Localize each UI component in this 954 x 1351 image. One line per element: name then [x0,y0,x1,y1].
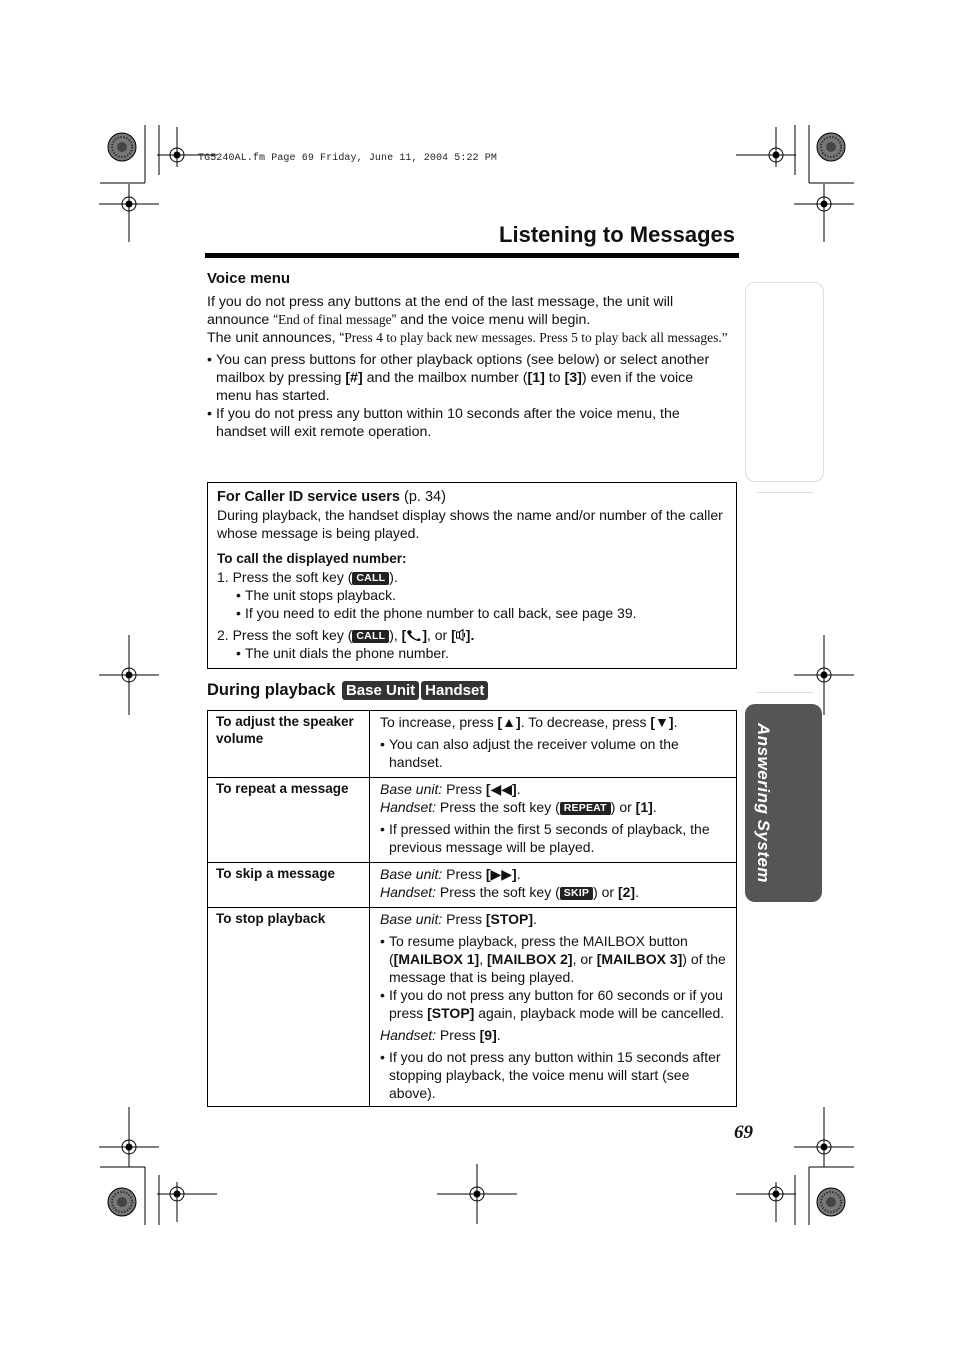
text: . [673,714,678,730]
text: 1. Press the soft key ( [217,569,353,585]
side-divider [756,692,813,693]
playback-table [207,710,737,1107]
key-label: [1] [635,799,653,815]
key-label: [MAILBOX 2] [487,951,573,967]
text: . [516,866,521,882]
bracket: [ [401,627,407,643]
base-unit-label: Base unit: [380,911,443,927]
heading-text: During playback [207,681,336,699]
text: The unit announces, “ [207,330,345,346]
text: . [516,781,521,797]
text: , or [426,627,452,643]
stop-key: [STOP] [485,911,534,927]
text: Press [442,781,486,797]
text: . [496,1027,501,1043]
announcement-quote: Press 4 to play back new messages. Press 5 to play back all messages. [344,330,722,345]
text: ). [389,569,398,585]
title-rule [205,253,739,258]
voice-menu-p2 [207,329,729,347]
handset-label: Handset: [380,884,437,900]
text: ) of the message that is being played. [389,951,726,985]
table-row [208,711,737,778]
color-wheel-icon [108,133,136,161]
handset-label: Handset: [380,799,437,815]
color-wheel-icon [817,1188,845,1216]
call-softkey: CALL [352,572,389,585]
caller-id-box [207,482,737,669]
text: . [652,799,657,815]
text: ” and the voice menu will begin. [391,312,591,328]
key-label: [2] [617,884,636,900]
line [380,713,727,731]
row-label: To skip a message [208,863,370,908]
voice-menu-heading: Voice menu [207,270,291,287]
file-header: TG5240AL.fm Page 69 Friday, June 11, 2004 5:22 PM [198,153,497,164]
text: If you do not press any button for 60 seconds or if you press [389,987,723,1021]
base-unit-label: Base unit: [380,866,443,882]
rewind-key: [◀◀] [485,781,517,797]
text: 2. Press the soft key ( [217,627,353,643]
base-unit-tag: Base Unit [342,681,419,700]
bracket: [ [451,627,456,643]
text: again, playback mode will be cancelled. [474,1005,725,1021]
up-key: [▲] [497,714,521,730]
line [380,1026,727,1044]
step-1-bullet: • The unit stops playback. [236,586,729,604]
handset-label: Handset: [380,1027,437,1043]
heading-text: For Caller ID service users [217,489,400,505]
text: Press [442,866,486,882]
text: Press [436,1027,480,1043]
text: You can press buttons for other playback options (see below) or select another mailbox by pressing [216,352,710,386]
color-wheel-icon [108,1188,136,1216]
voice-menu-body [207,293,729,441]
side-tab-outline [745,282,824,482]
key-label: [9] [479,1027,497,1043]
base-unit-label: Base unit: [380,781,443,797]
side-tab-text: Answering System [754,722,774,884]
text: Press the soft key ( [436,799,560,815]
caller-id-heading [217,488,729,506]
step-1 [217,568,729,586]
during-playback-heading [207,681,488,700]
line [380,780,727,798]
text: ) or [610,799,636,815]
speakerphone-icon [456,629,466,641]
row-content [370,711,737,778]
row-label: To repeat a message [208,778,370,863]
text: . To decrease, press [520,714,651,730]
side-tab-label [745,704,782,902]
table-row [208,778,737,863]
page-ref: (p. 34) [399,489,446,505]
row-content [370,778,737,863]
line [380,798,727,816]
bullet [380,932,727,986]
bullet: • You can also adjust the receiver volume on the handset. [380,735,727,771]
line [380,910,727,928]
key-label: [#] [345,370,363,386]
row-content [370,908,737,1107]
text: . [533,911,537,927]
text: and the mailbox number ( [362,370,528,386]
text: Press [442,911,486,927]
text: If you do not press any buttons at the end of the last message, the unit will announce “ [207,294,674,328]
bracket: ] [422,627,427,643]
text: , or [572,951,597,967]
key-label: [MAILBOX 1] [393,951,480,967]
step-2-bullet: • The unit dials the phone number. [236,644,729,662]
text: ” [721,330,728,345]
caller-id-subheading: To call the displayed number: [217,551,407,566]
key-label: [MAILBOX 3] [596,951,683,967]
text: To increase, press [380,714,498,730]
step-2 [217,626,729,644]
row-label: To stop playback [208,908,370,1107]
text: ) or [593,884,618,900]
text: Press the soft key ( [436,884,560,900]
down-key: [▼] [650,714,674,730]
page-number: 69 [734,1122,753,1143]
table-row [208,863,737,908]
repeat-softkey: REPEAT [560,802,611,815]
table-row [208,908,737,1107]
voice-menu-p1 [207,293,729,329]
bullet: • If pressed within the first 5 seconds of playback, the previous message will be played. [380,820,727,856]
text: to [544,370,565,386]
page-title: Listening to Messages [499,222,735,247]
text: ), [389,627,402,643]
voice-menu-bullet [207,351,729,405]
row-label: To adjust the speaker volume [208,711,370,778]
skip-softkey: SKIP [560,887,593,900]
side-divider [756,492,813,493]
bullet: • If you do not press any button within 15 seconds after stopping playback, the voice menu will start (see above). [380,1048,727,1102]
key-label: [1] [527,370,545,386]
caller-id-desc: During playback, the handset display shows the name and/or number of the caller whose message is being played. [217,507,723,541]
skip-key: [▶▶] [485,866,517,882]
key-label: [STOP] [427,1005,475,1021]
announcement-quote: End of final message [278,312,392,327]
color-wheel-icon [817,133,845,161]
row-content [370,863,737,908]
talk-phone-icon [406,629,422,641]
text: , [479,951,488,967]
key-label: [3] [564,370,582,386]
step-1-bullet: • If you need to edit the phone number to call back, see page 39. [236,604,729,622]
text: . [635,884,639,900]
text: ) even if the voice menu has started. [216,370,694,404]
bracket: ]. [465,627,475,643]
line [380,865,727,883]
text: To resume playback, press the MAILBOX button ( [389,933,688,967]
bullet [380,986,727,1022]
handset-tag: Handset [421,681,488,700]
line [380,883,727,901]
voice-menu-bullet: • If you do not press any button within 10 seconds after the voice menu, the handset will exit remote operation. [207,405,729,441]
call-softkey: CALL [352,630,389,643]
